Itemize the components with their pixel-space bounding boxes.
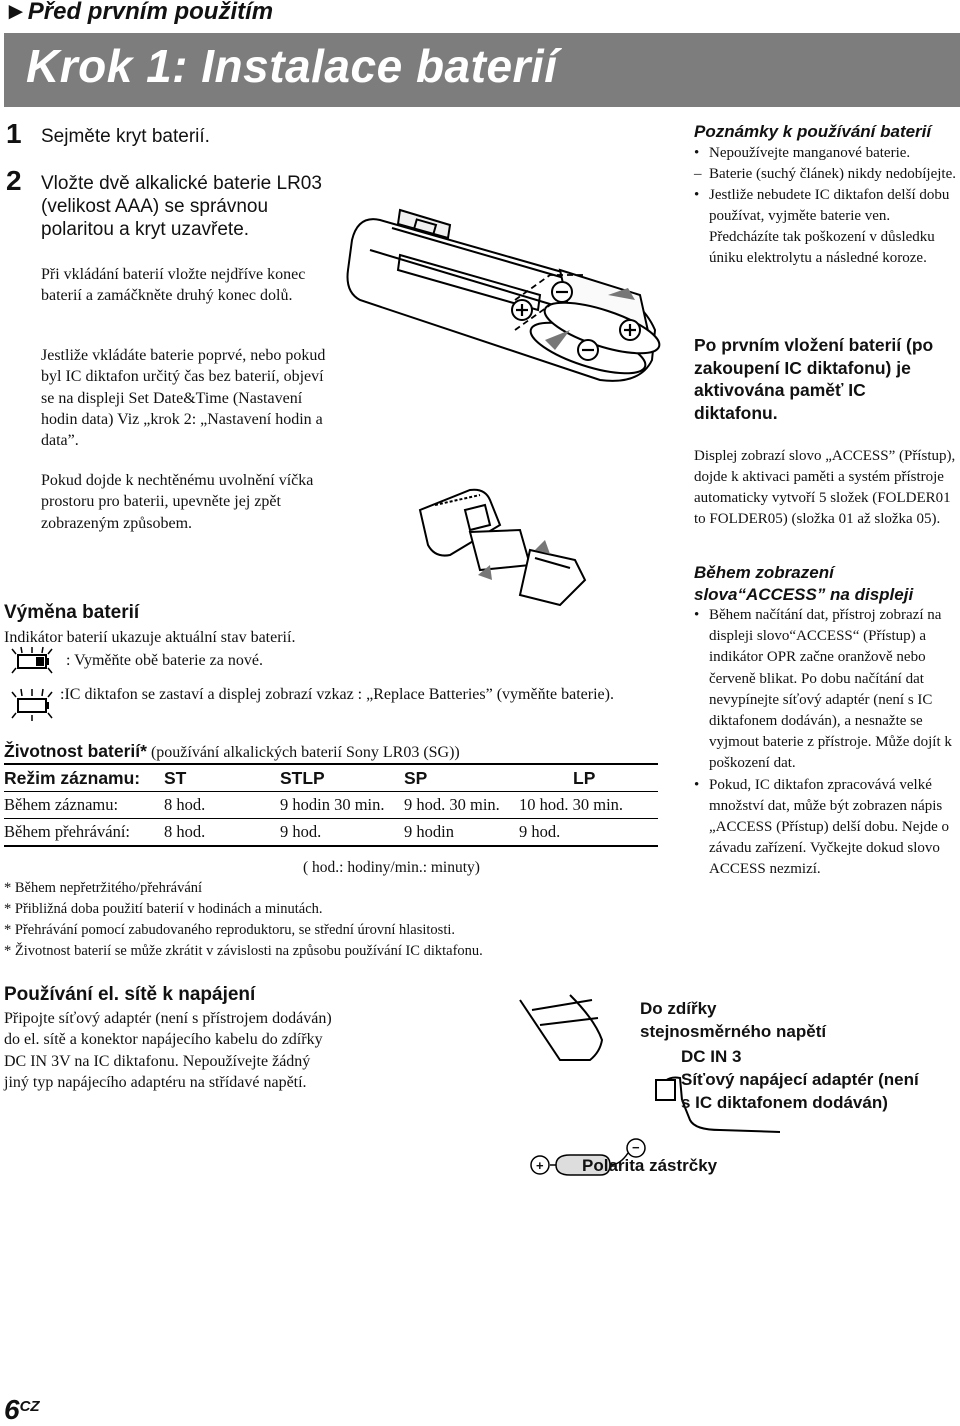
table-header-cell: Režim záznamu: (4, 764, 164, 792)
adapter-label-line2: s IC diktafonem dodáván) (681, 1093, 888, 1112)
footnote: * Během nepřetržitého/přehrávání (4, 880, 203, 896)
table-cell: Během přehrávání: (4, 819, 164, 847)
power-body: Připojte síťový adaptér (není s přístrojem dodáván) do el. sítě a konektor napájecího kabelu do zdířky DC IN 3V na IC diktafonu. Nepoužívejte žádný jiný typ napájecího adaptéru na střídavé napětí. (4, 1010, 332, 1091)
power-heading: Používání el. sítě k napájení (4, 984, 256, 1005)
step-2-note-lid: Pokud dojde k nechtěnému uvolnění víčka prostoru pro baterii, upevněte jej zpět zobrazeným způsobem. (41, 472, 314, 532)
list-item: • Jestliže nebudete IC diktafon delší dobu používat, vyjměte baterie ven. Předcházíte tak poškození v důsledku úniku elektrolytu a následné koroze. (694, 185, 956, 269)
polarity-plus-symbol: + (536, 1158, 544, 1173)
table-row (4, 792, 658, 819)
section-title: ►Před prvním použitím (4, 0, 274, 25)
after-body: Displej zobrazí slovo „ACCESS” (Přístup), dojde k aktivaci paměti a systém přístroje automaticky vytvoří 5 složek (FOLDER01 to FOLDER05) (složka 01 až složka 05). (694, 448, 956, 527)
table-header-row (4, 764, 658, 792)
socket-label-line1: Do zdířky (640, 999, 717, 1018)
list-item: – Baterie (suchý článek) nikdy nedobíjejte. (694, 164, 956, 185)
life-heading: Životnost baterií* (4, 741, 147, 761)
page-lang: CZ (19, 1398, 40, 1415)
polarity-label: Polarita zástrčky (582, 1156, 718, 1175)
notes-heading: Poznámky k používání baterií (694, 122, 932, 141)
battery-life-table (4, 763, 658, 847)
page-number-value: 6 (4, 1394, 20, 1425)
replace-state-low: : Vyměňte obě baterie za nové. (66, 652, 263, 669)
step-2-note-insert: Při vkládání baterií vložte nejdříve konec baterií a zamáčkněte druhý konec dolů. (41, 266, 306, 305)
page-title: Krok 1: Instalace baterií (26, 40, 558, 92)
list-item: • Pokud, IC diktafon zpracovává velké množství dat, může být zobrazen nápis „ACCESS (Přístup) delší dobu. Nejde o závadu zařízení. Vyčkejte dokud slovo ACCESS nezmizí. (694, 775, 960, 881)
table-cell: 10 hod. 30 min. (519, 792, 658, 819)
notes-list (694, 143, 956, 269)
table-cell: 8 hod. (164, 792, 280, 819)
list-item: • Nepoužívejte manganové baterie. (694, 143, 956, 164)
table-cell: 9 hodin (404, 819, 519, 847)
list-item: • Během načítání dat, přístroj zobrazí na displeji slovo“ACCESS“ (Přístup) a indikátor OPR začne oranžově nebo červeně blikat. Po dobu načítání dat nevypínejte síťový adaptér (není s IC diktafonem dodáván), a nesnažte se vyjmout baterie z přístroje. Může dojít k poškození dat. (694, 605, 960, 775)
table-cell: 9 hod. (519, 819, 658, 847)
step-2-text: Vložte dvě alkalické baterie LR03 (velikost AAA) se správnou polaritou a kryt uzavřete. (41, 173, 322, 240)
step-2-note-first-time: Jestliže vkládáte baterie poprvé, nebo pokud byl IC diktafon určitý čas bez baterií, objeví se na displeji Set Date&Time (Nastavení hodin data) Viz „krok 2: „Nastavení hodin a data”. (41, 347, 326, 450)
table-header-cell: LP (519, 764, 658, 792)
footnote: * Přibližná doba použití baterií v hodinách a minutách. (4, 901, 323, 917)
battery-empty-icon (8, 688, 58, 722)
replace-state-empty (60, 684, 650, 705)
life-heading-line (4, 740, 460, 763)
units-note: ( hod.: hodiny/min.: minuty) (303, 859, 480, 876)
battery-insert-illustration (340, 180, 670, 410)
table-cell: 9 hod. 30 min. (404, 792, 519, 819)
access-list (694, 605, 960, 881)
replace-heading: Výměna baterií (4, 602, 140, 623)
title-banner (4, 33, 960, 107)
battery-lid-illustration (410, 470, 600, 615)
adapter-label-line1: Síťový napájecí adaptér (není (681, 1070, 919, 1089)
table-cell: 9 hod. (280, 819, 404, 847)
table-header-cell: STLP (280, 764, 404, 792)
replace-state-empty-text: :IC diktafon se zastaví a displej zobrazí vzkaz : „Replace Batteries” (vyměňte baterie). (60, 686, 614, 703)
table-header-cell: SP (404, 764, 519, 792)
replace-intro: Indikátor baterií ukazuje aktuální stav baterií. (4, 629, 296, 646)
socket-label-line2: stejnosměrného napětí (640, 1022, 827, 1041)
step-1-number: 1 (6, 118, 22, 149)
polarity-minus-symbol: − (632, 1140, 640, 1155)
after-heading: Po prvním vložení baterií (po zakoupení IC diktafonu) je aktivována paměť IC diktafonu. (694, 335, 934, 423)
dcin-label: DC IN 3 (681, 1047, 742, 1066)
step-1-text: Sejměte kryt baterií. (41, 126, 210, 147)
footnote: * Přehrávání pomocí zabudovaného reproduktoru, se střední úrovní hlasitosti. (4, 922, 456, 938)
table-row (4, 819, 658, 847)
life-heading-note: (používání alkalických baterií Sony LR03 (SG)) (150, 744, 460, 761)
page-number (4, 1394, 40, 1426)
battery-low-icon (8, 646, 58, 676)
table-cell: 8 hod. (164, 819, 280, 847)
table-cell: Během záznamu: (4, 792, 164, 819)
step-2-number: 2 (6, 165, 22, 196)
table-cell: 9 hodin 30 min. (280, 792, 404, 819)
table-header-cell: ST (164, 764, 280, 792)
footnote: * Životnost baterií se může zkrátit v závislosti na způsobu používání IC diktafonu. (4, 943, 483, 959)
access-heading: Během zobrazení slova“ACCESS” na displeji (694, 563, 914, 604)
